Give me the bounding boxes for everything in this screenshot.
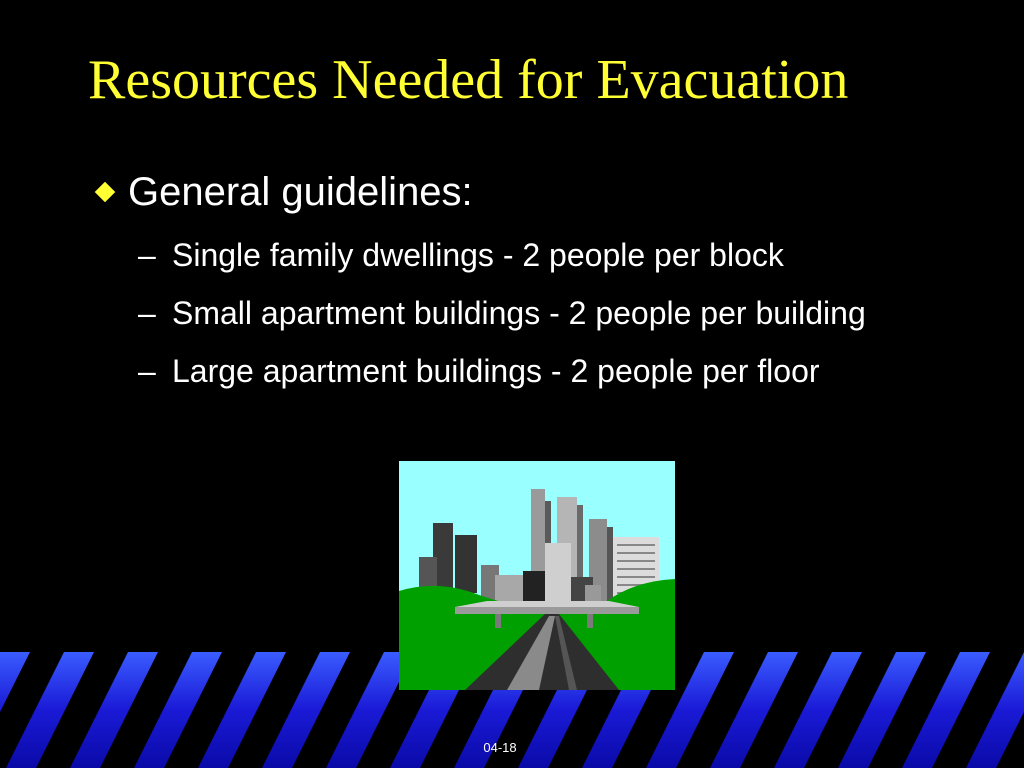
sub-bullet-text: Small apartment buildings - 2 people per building xyxy=(172,295,866,331)
dash-marker: – xyxy=(138,295,156,331)
diamond-bullet-icon xyxy=(92,179,118,205)
sub-bullet-item xyxy=(138,348,938,394)
bullet-item xyxy=(92,166,473,218)
sub-bullet-text: Large apartment buildings - 2 people per floor xyxy=(172,353,820,389)
sub-bullet-list xyxy=(138,232,938,406)
slide-number: 04-18 xyxy=(483,740,517,755)
city-skyline-highway-icon xyxy=(399,461,675,690)
dash-marker: – xyxy=(138,237,156,273)
sub-bullet-item xyxy=(138,290,938,336)
slide-title: Resources Needed for Evacuation xyxy=(88,49,849,111)
dash-marker: – xyxy=(138,353,156,389)
bullet-text: General guidelines: xyxy=(128,170,473,214)
sub-bullet-text: Single family dwellings - 2 people per block xyxy=(172,237,784,273)
sub-bullet-item xyxy=(138,232,938,278)
